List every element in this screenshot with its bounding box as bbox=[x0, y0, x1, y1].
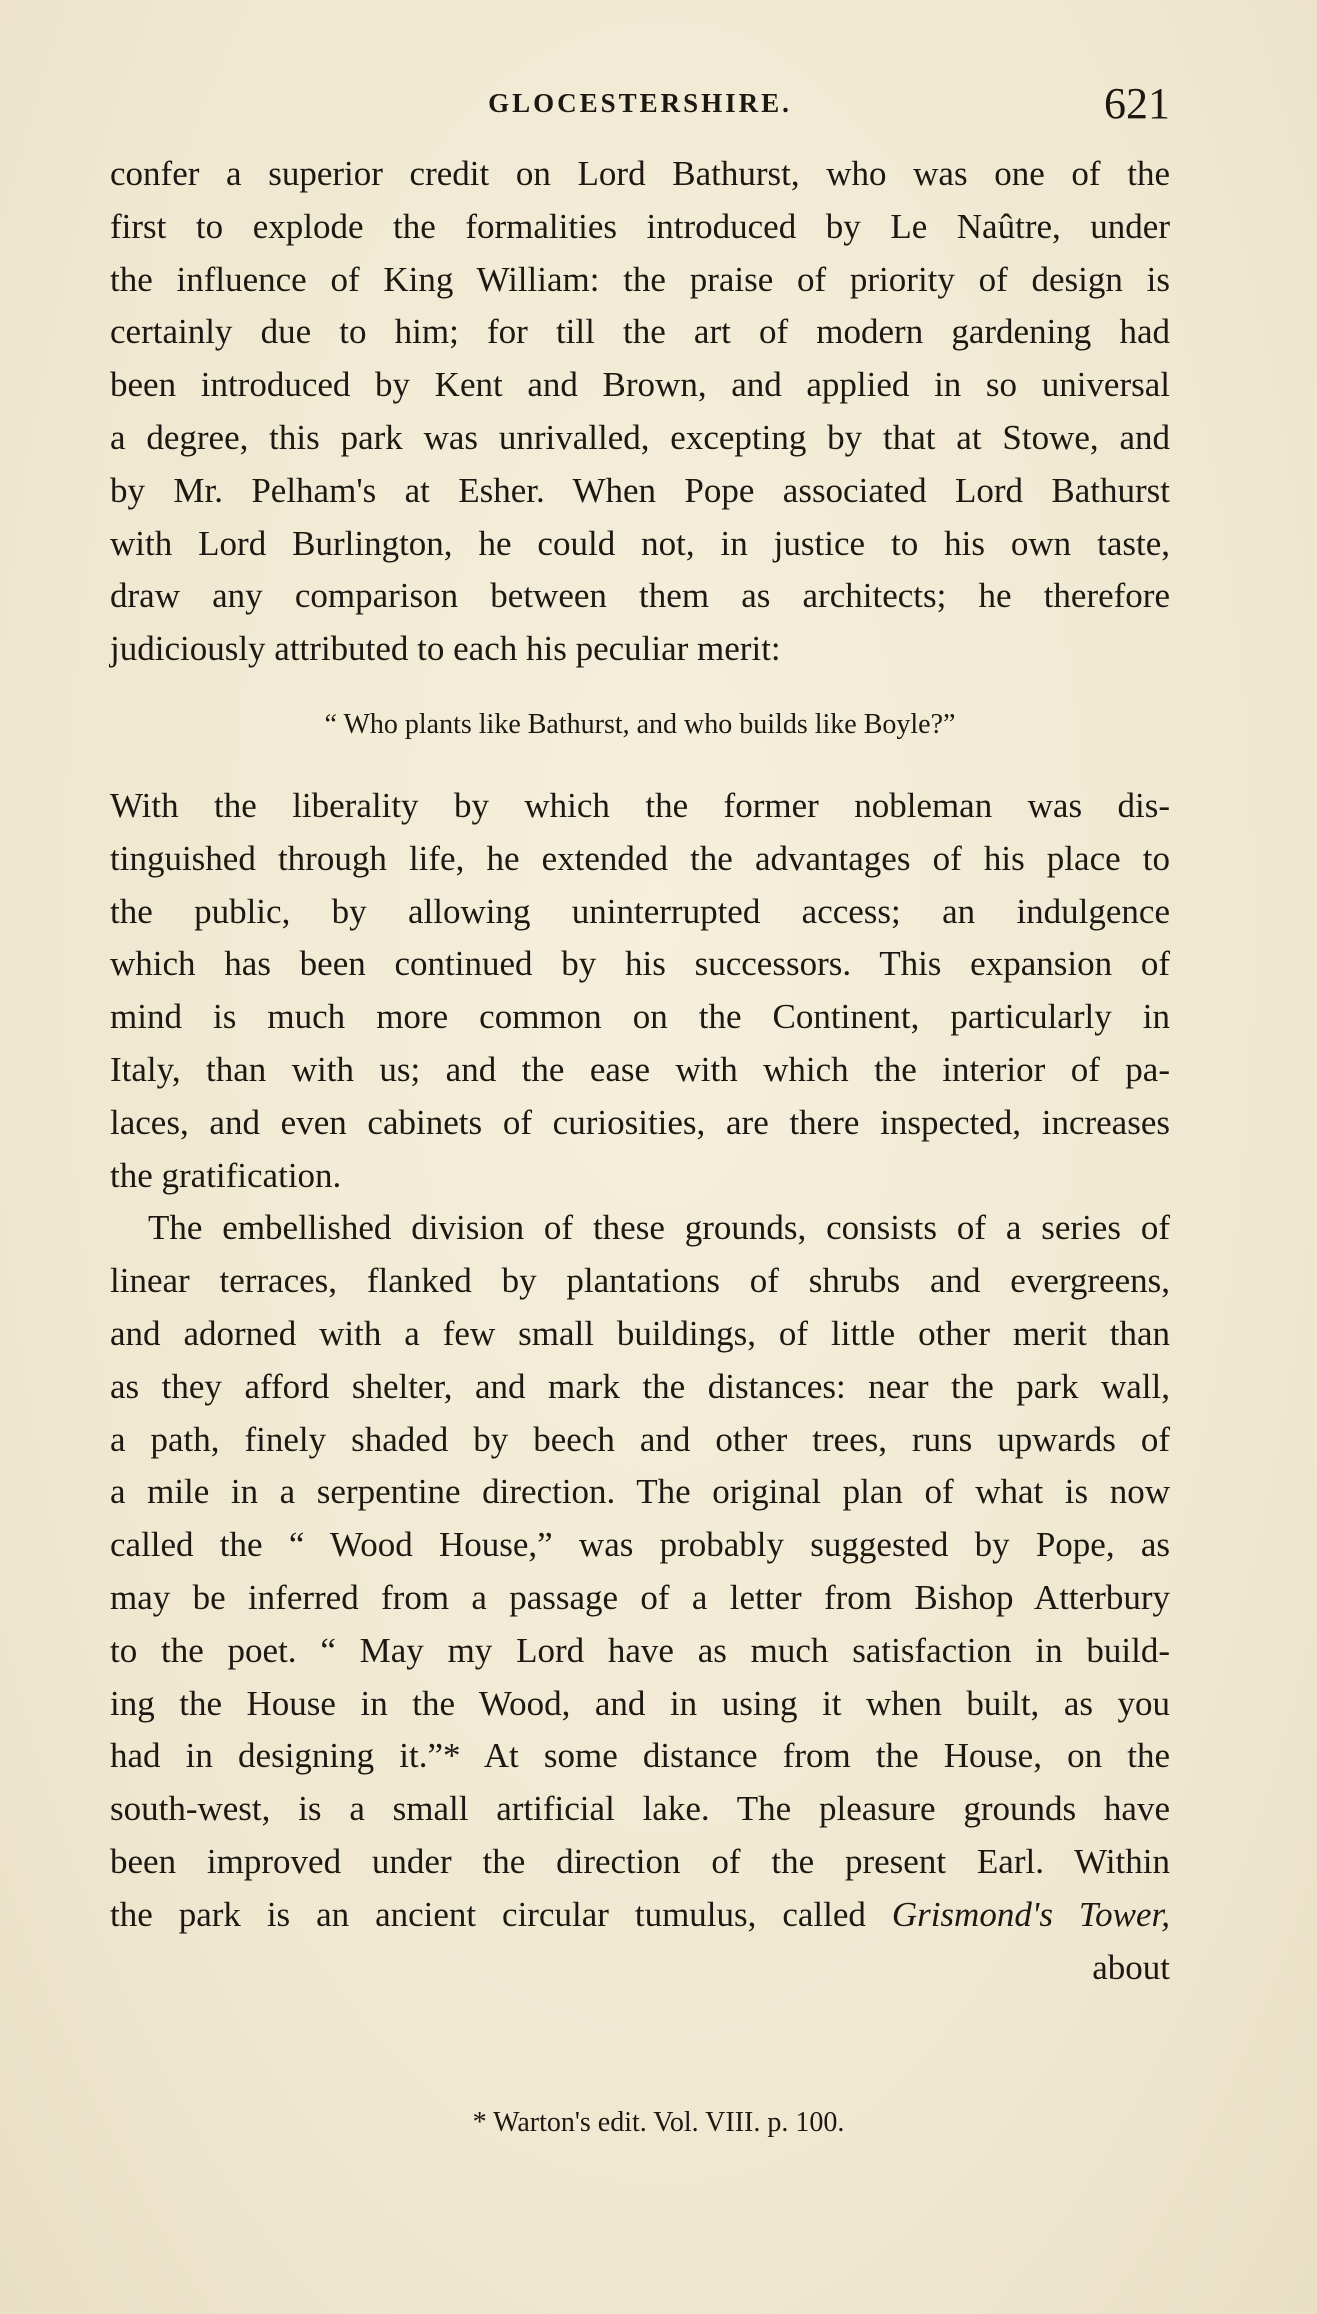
text-line: Italy, than with us; and the ease with which the interior of pa- bbox=[110, 1049, 1170, 1089]
line-prefix: the park is an ancient circular tumulus, called bbox=[110, 1894, 892, 1934]
text-line: had in designing it.”* At some distance from the House, on the bbox=[110, 1736, 1170, 1776]
text-line: the influence of King William: the praise of priority of design is bbox=[110, 259, 1170, 299]
text-line: with Lord Burlington, he could not, in justice to his own taste, bbox=[110, 523, 1170, 563]
text-line: confer a superior credit on Lord Bathurst, who was one of the bbox=[110, 154, 1170, 193]
text-line: been introduced by Kent and Brown, and applied in so universal bbox=[110, 365, 1170, 405]
text-line: a degree, this park was unrivalled, excepting by that at Stowe, and bbox=[110, 417, 1170, 457]
text-line: south-west, is a small artificial lake. The pleasure grounds have bbox=[110, 1789, 1170, 1829]
running-head bbox=[110, 79, 1170, 132]
text-line: called the “ Wood House,” was probably suggested by Pope, as bbox=[110, 1525, 1170, 1565]
text-line: mind is much more common on the Continent, particularly in bbox=[110, 997, 1170, 1037]
text-line: tinguished through life, he extended the advantages of his place to bbox=[110, 838, 1170, 878]
italic-place-name: Grismond's Tower, bbox=[891, 1894, 1170, 1934]
text-line: draw any comparison between them as architects; he therefore bbox=[110, 576, 1170, 616]
text-line: a mile in a serpentine direction. The original plan of what is now bbox=[110, 1472, 1170, 1512]
text-line: first to explode the formalities introduced by Le Naûtre, under bbox=[110, 206, 1170, 246]
page-number: 621 bbox=[1104, 79, 1170, 128]
text-line: judiciously attributed to each his peculiar merit: bbox=[110, 629, 781, 669]
running-title: GLOCESTERSHIRE. bbox=[488, 88, 792, 118]
text-line: certainly due to him; for till the art of modern gardening had bbox=[110, 312, 1170, 352]
text-line: With the liberality by which the former nobleman was dis- bbox=[110, 785, 1170, 825]
footnote: * Warton's edit. Vol. VIII. p. 100. bbox=[472, 2107, 845, 2138]
text-line: been improved under the direction of the present Earl. Within bbox=[110, 1841, 1170, 1881]
text-line: ing the House in the Wood, and in using it when built, as you bbox=[110, 1683, 1170, 1723]
text-line: a path, finely shaded by beech and other trees, runs upwards of bbox=[110, 1419, 1170, 1459]
text-line: linear terraces, flanked by plantations of shrubs and evergreens, bbox=[110, 1261, 1170, 1301]
text-line: which has been continued by his successors. This expansion of bbox=[110, 944, 1170, 984]
verse-quotation: “ Who plants like Bathurst, and who builds like Boyle?” bbox=[324, 708, 956, 740]
text-line: laces, and even cabinets of curiosities, are there inspected, increases bbox=[110, 1102, 1170, 1142]
text-line: may be inferred from a passage of a letter from Bishop Atterbury bbox=[110, 1577, 1170, 1617]
catchword: about bbox=[1092, 1947, 1170, 1987]
text-line: and adorned with a few small buildings, of little other merit than bbox=[110, 1313, 1170, 1353]
text-line: as they afford shelter, and mark the distances: near the park wall, bbox=[110, 1366, 1170, 1406]
text-line: by Mr. Pelham's at Esher. When Pope associated Lord Bathurst bbox=[110, 470, 1170, 510]
text-line: The embellished division of these grounds, consists of a series of bbox=[148, 1208, 1170, 1248]
body-text bbox=[110, 148, 1170, 1994]
text-line: the public, by allowing uninterrupted access; an indulgence bbox=[110, 891, 1170, 931]
text-line: the gratification. bbox=[110, 1155, 342, 1195]
text-line: to the poet. “ May my Lord have as much satisfaction in build- bbox=[110, 1630, 1170, 1670]
text-line bbox=[110, 1889, 1170, 1942]
